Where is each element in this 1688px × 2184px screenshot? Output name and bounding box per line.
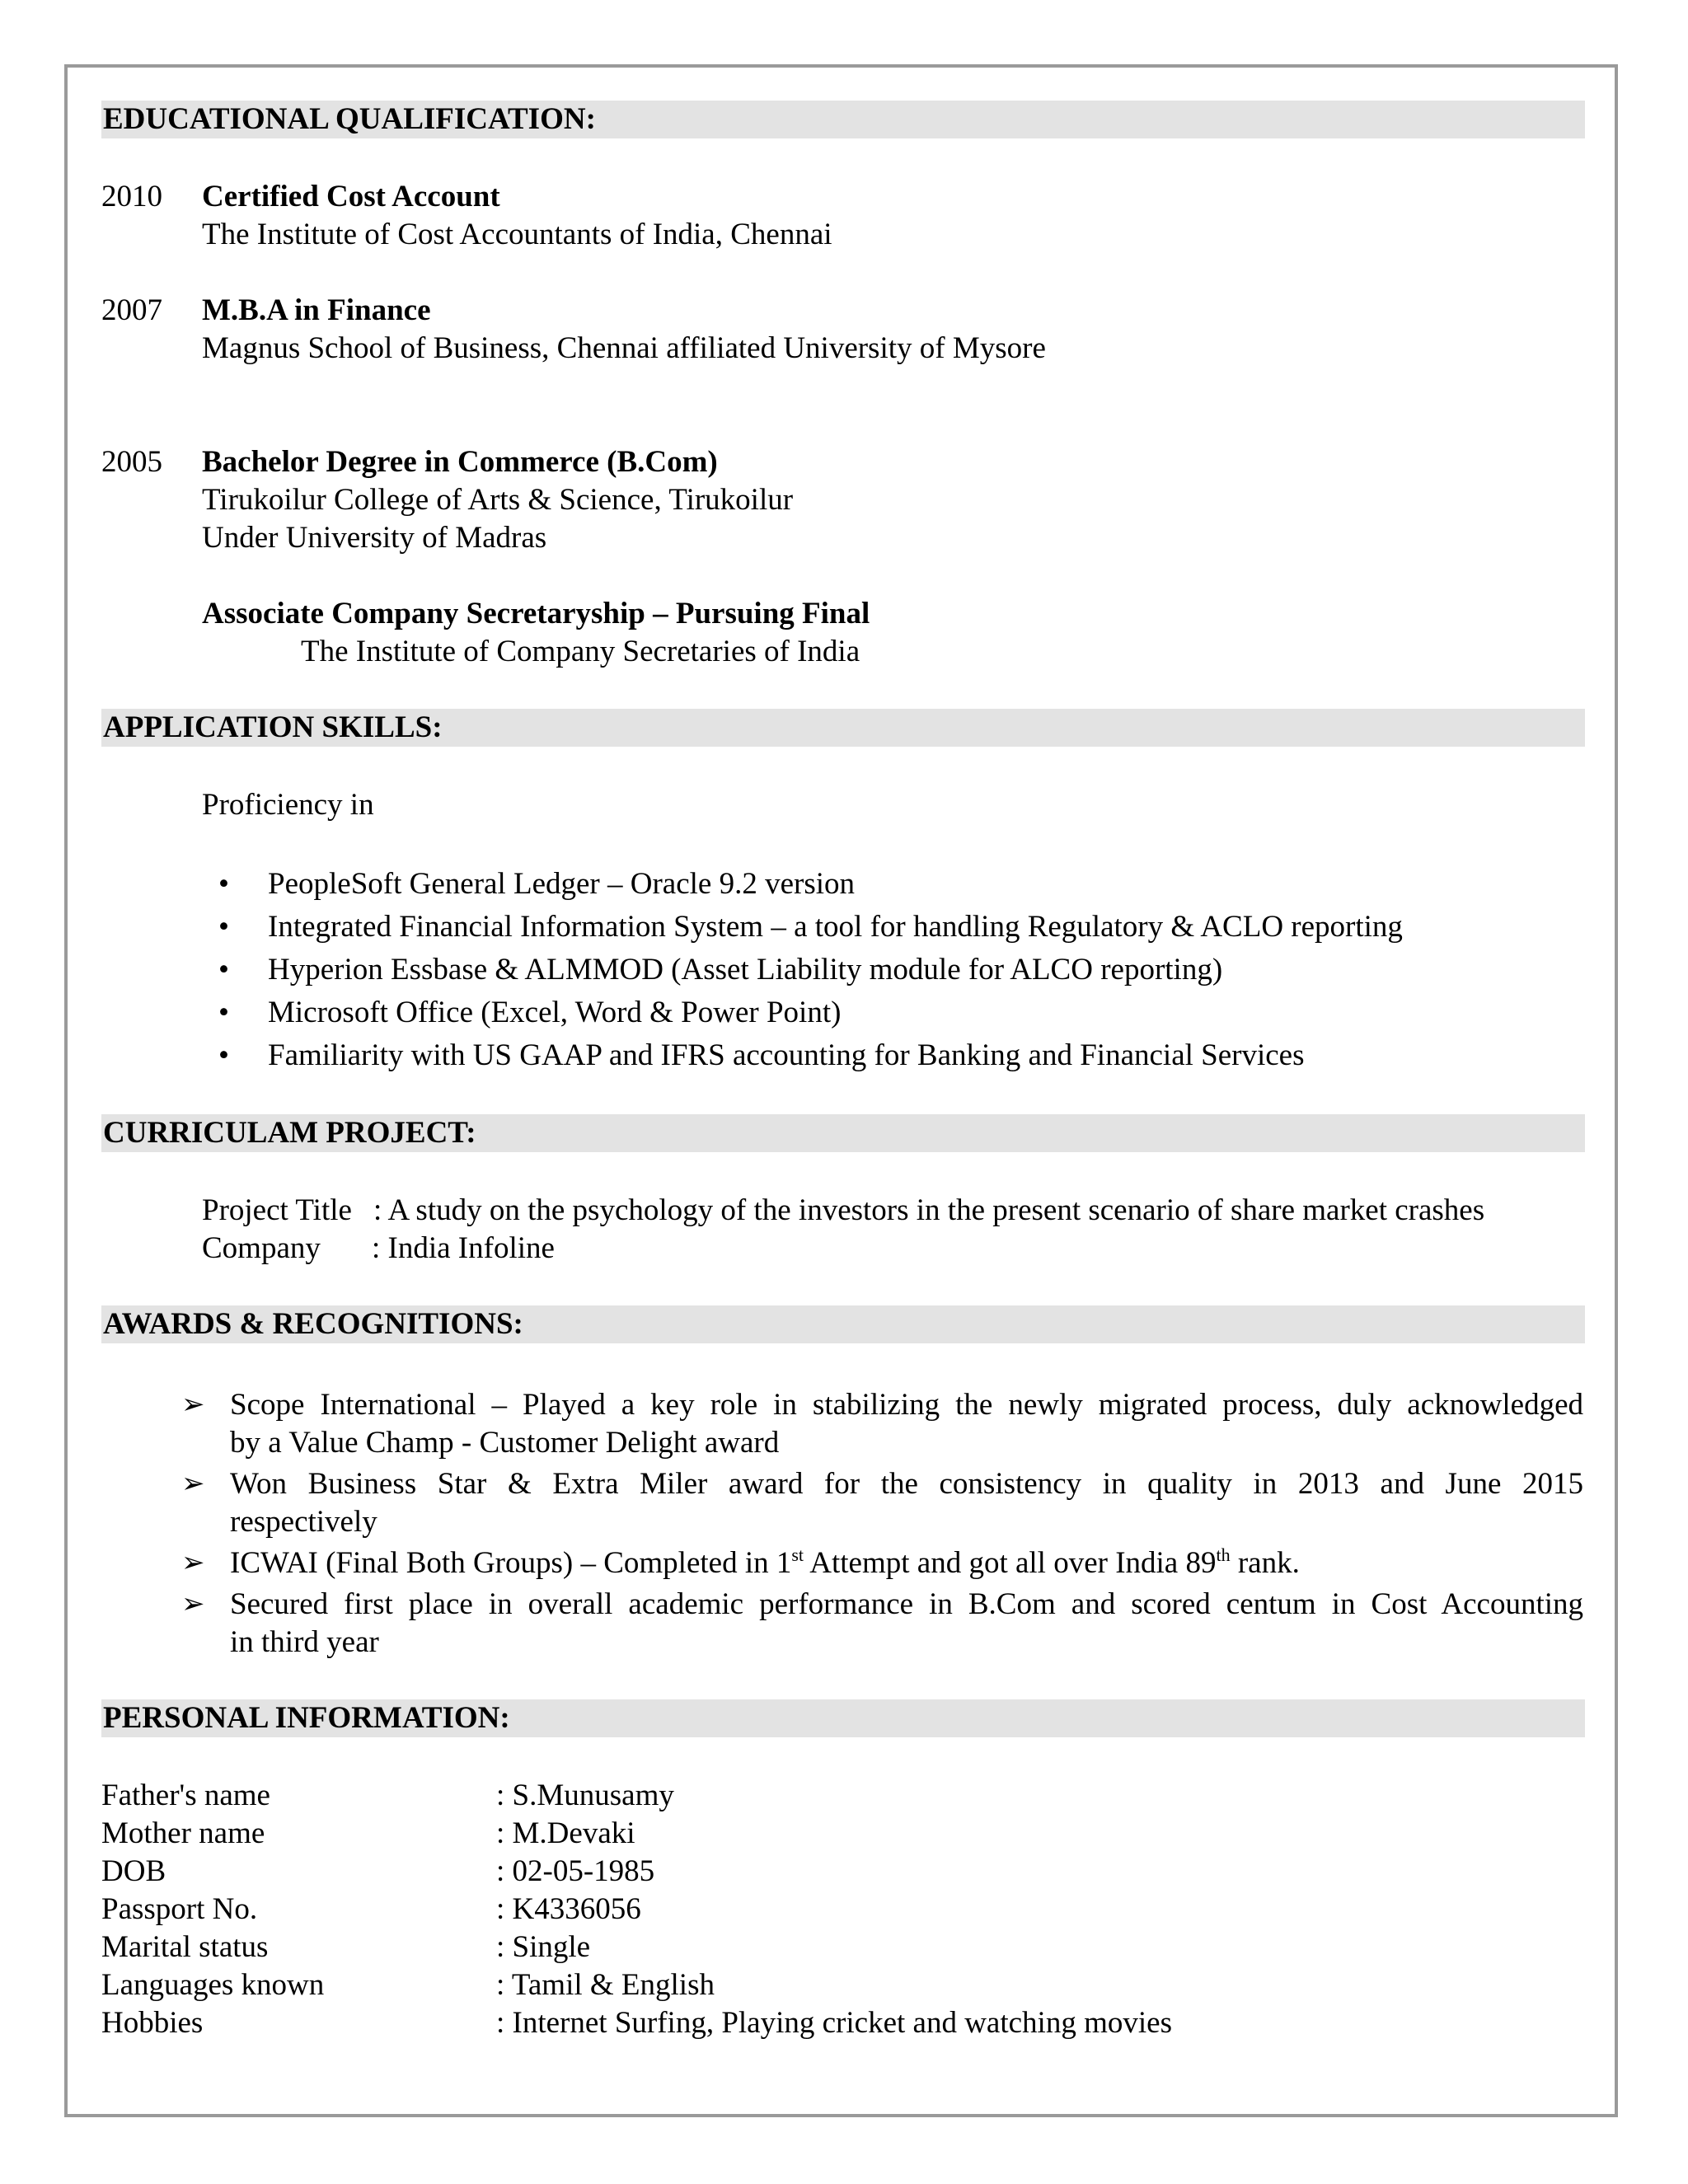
section-title: CURRICULAM PROJECT: (103, 1116, 476, 1150)
award-item-line: Won Business Star & Extra Miler award for the consistency in quality in 2013 and June 2015 (230, 1467, 1583, 1501)
arrow-bullet-icon: ➢ (181, 1469, 205, 1499)
personal-value: : Tamil & English (496, 1968, 715, 2002)
edu-institution: The Institute of Company Secretaries of India (301, 635, 860, 668)
project-title-label: Project Title (202, 1193, 352, 1227)
bullet-icon: • (218, 996, 229, 1029)
personal-label: Hobbies (101, 2006, 204, 2040)
section-title: APPLICATION SKILLS: (103, 710, 443, 744)
skills-intro: Proficiency in (202, 788, 374, 822)
skill-item: PeopleSoft General Ledger – Oracle 9.2 version (268, 867, 855, 901)
personal-label: Father's name (101, 1779, 270, 1812)
personal-value: : S.Munusamy (496, 1779, 674, 1812)
skill-item: Familiarity with US GAAP and IFRS accounting for Banking and Financial Services (268, 1038, 1305, 1072)
award-item-line: Scope International – Played a key role in stabilizing the newly migrated process, duly acknowledged (230, 1388, 1583, 1422)
edu-year: 2005 (101, 445, 162, 479)
skill-item: Microsoft Office (Excel, Word & Power Point) (268, 996, 842, 1029)
edu-year: 2010 (101, 180, 162, 213)
section-header-skills (101, 709, 1585, 747)
award-item-line: in third year (230, 1625, 379, 1659)
section-header-education (101, 101, 1585, 138)
bullet-icon: • (218, 1038, 229, 1072)
page-border (64, 64, 1618, 2117)
arrow-bullet-icon: ➢ (181, 1548, 205, 1578)
section-header-project (101, 1114, 1585, 1152)
skill-item: Hyperion Essbase & ALMMOD (Asset Liability module for ALCO reporting) (268, 953, 1223, 987)
section-header-awards (101, 1305, 1585, 1343)
section-title: EDUCATIONAL QUALIFICATION: (103, 102, 596, 136)
section-title: AWARDS & RECOGNITIONS: (103, 1307, 523, 1341)
award-item-line: Secured first place in overall academic performance in B.Com and scored centum in Cost Accounting (230, 1587, 1583, 1621)
project-title-value: : A study on the psychology of the investors in the present scenario of share market crashes (373, 1193, 1485, 1227)
project-company-value: : India Infoline (372, 1231, 555, 1265)
section-title: PERSONAL INFORMATION: (103, 1701, 510, 1735)
edu-year: 2007 (101, 293, 162, 327)
award-text: ICWAI (Final Both Groups) – Completed in 1 (230, 1546, 792, 1580)
personal-value: : Single (496, 1930, 591, 1964)
arrow-bullet-icon: ➢ (181, 1589, 205, 1619)
award-text: rank. (1230, 1546, 1300, 1580)
edu-degree: M.B.A in Finance (202, 293, 431, 327)
edu-degree: Certified Cost Account (202, 180, 500, 213)
arrow-bullet-icon: ➢ (181, 1390, 205, 1420)
edu-institution: The Institute of Cost Accountants of India, Chennai (202, 218, 832, 251)
personal-value: : M.Devaki (496, 1816, 635, 1850)
award-item-line: respectively (230, 1505, 377, 1539)
personal-label: Marital status (101, 1930, 269, 1964)
bullet-icon: • (218, 867, 229, 901)
bullet-icon: • (218, 910, 229, 944)
personal-label: Mother name (101, 1816, 265, 1850)
bullet-icon: • (218, 953, 229, 987)
personal-label: DOB (101, 1854, 166, 1888)
award-item-line (230, 1544, 1300, 1582)
personal-value: : Internet Surfing, Playing cricket and watching movies (496, 2006, 1172, 2040)
personal-value: : 02-05-1985 (496, 1854, 655, 1888)
section-header-personal (101, 1699, 1585, 1737)
ordinal-suffix: th (1216, 1544, 1231, 1565)
skill-item: Integrated Financial Information System – a tool for handling Regulatory & ACLO reporting (268, 910, 1403, 944)
edu-degree: Associate Company Secretaryship – Pursuing Final (202, 597, 870, 630)
edu-university: Under University of Madras (202, 521, 547, 555)
ordinal-suffix: st (791, 1544, 804, 1565)
project-company-label: Company (202, 1231, 321, 1265)
award-item-line: by a Value Champ - Customer Delight award (230, 1426, 780, 1460)
personal-label: Passport No. (101, 1892, 258, 1926)
personal-label: Languages known (101, 1968, 325, 2002)
edu-institution: Tirukoilur College of Arts & Science, Tirukoilur (202, 483, 794, 517)
award-text: Attempt and got all over India 89 (804, 1546, 1217, 1580)
edu-institution: Magnus School of Business, Chennai affiliated University of Mysore (202, 331, 1046, 365)
personal-value: : K4336056 (496, 1892, 641, 1926)
edu-degree: Bachelor Degree in Commerce (B.Com) (202, 445, 718, 479)
